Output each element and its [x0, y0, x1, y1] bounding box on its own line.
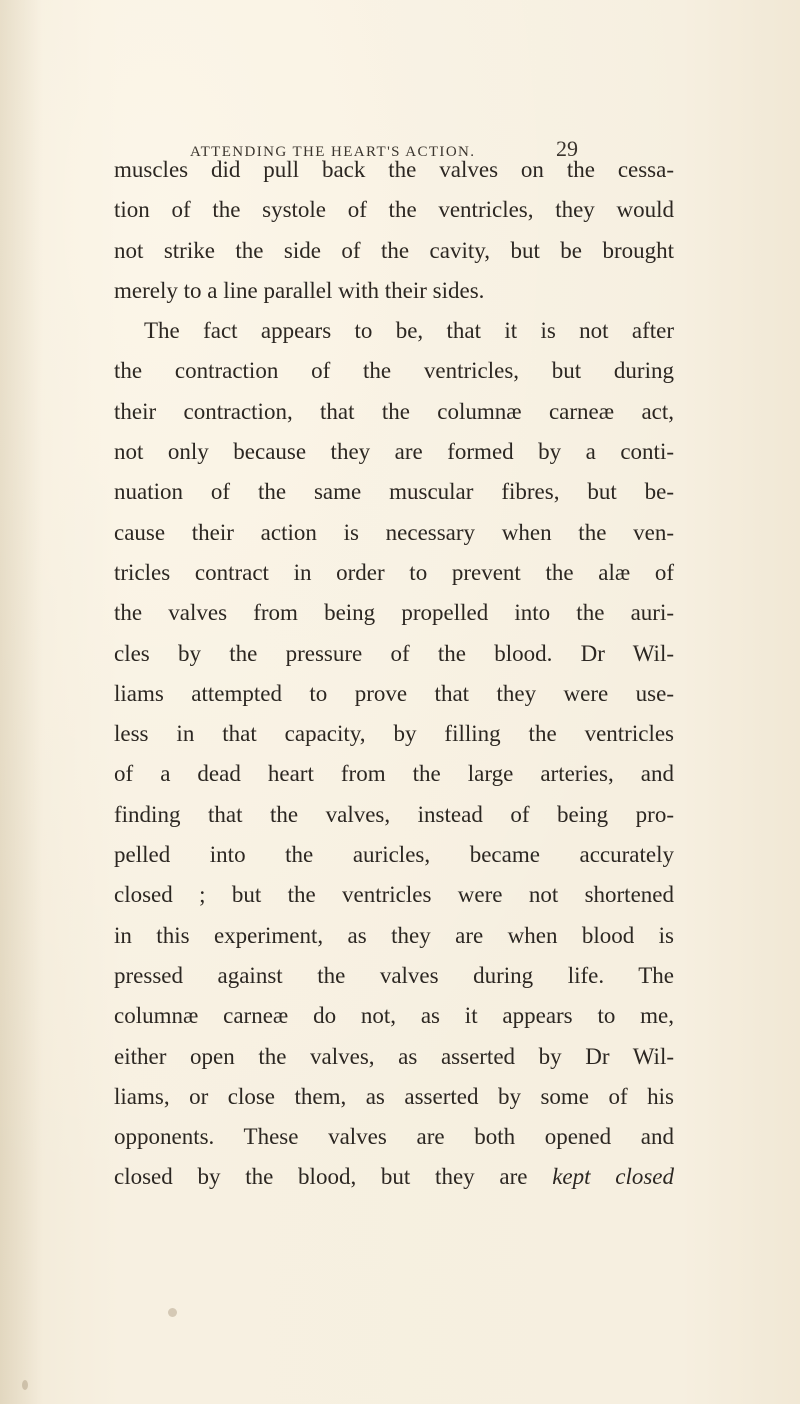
text-line: not strike the side of the cavity, but be brought [114, 237, 674, 263]
text-line: less in that capacity, by filling the ventricles [114, 721, 674, 747]
text-line: opponents. These valves are both opened and [114, 1124, 674, 1150]
text-line: the valves from being propelled into the auri- [114, 600, 674, 626]
text-line: cles by the pressure of the blood. Dr Wil- [114, 640, 674, 666]
text-line: not only because they are formed by a conti- [114, 439, 674, 465]
italic-emphasis: kept closed [552, 1164, 675, 1190]
text-line: The fact appears to be, that it is not after [144, 318, 674, 344]
text-line: muscles did pull back the valves on the cessa- [114, 157, 674, 182]
text-line: tricles contract in order to prevent the alæ of [114, 559, 674, 585]
paper-speck [22, 1380, 28, 1390]
text-line-final [114, 1157, 674, 1197]
text-line: merely to a line parallel with their sides. [114, 277, 485, 303]
text-line: in this experiment, as they are when blood is [114, 922, 674, 948]
text-line: cause their action is necessary when the ven- [114, 519, 674, 545]
text-line: their contraction, that the columnæ carneæ act, [114, 398, 674, 424]
text-line: closed ; but the ventricles were not shortened [114, 882, 674, 908]
body-text [114, 150, 674, 1198]
paper-speck [168, 1308, 177, 1317]
text-line: nuation of the same muscular fibres, but be- [114, 479, 674, 505]
page-number: 29 [556, 136, 578, 161]
text-line: the contraction of the ventricles, but during [114, 358, 674, 384]
text-line: pressed against the valves during life. The [114, 962, 674, 988]
text-line: tion of the systole of the ventricles, they would [114, 197, 674, 223]
text-line: liams, or close them, as asserted by some of his [114, 1083, 674, 1109]
running-head: ATTENDING THE HEART'S ACTION. [190, 144, 476, 160]
final-line-text: closed by the blood, but they are [114, 1164, 553, 1190]
text-line: liams attempted to prove that they were use- [114, 680, 674, 706]
text-line: either open the valves, as asserted by Dr Wil- [114, 1043, 674, 1069]
text-line: pelled into the auricles, became accurately [114, 842, 674, 868]
text-line: of a dead heart from the large arteries, and [114, 761, 674, 787]
text-line: finding that the valves, instead of being pro- [114, 801, 674, 827]
text-line: columnæ carneæ do not, as it appears to me, [114, 1003, 674, 1029]
page-gutter-shadow [0, 0, 42, 1404]
